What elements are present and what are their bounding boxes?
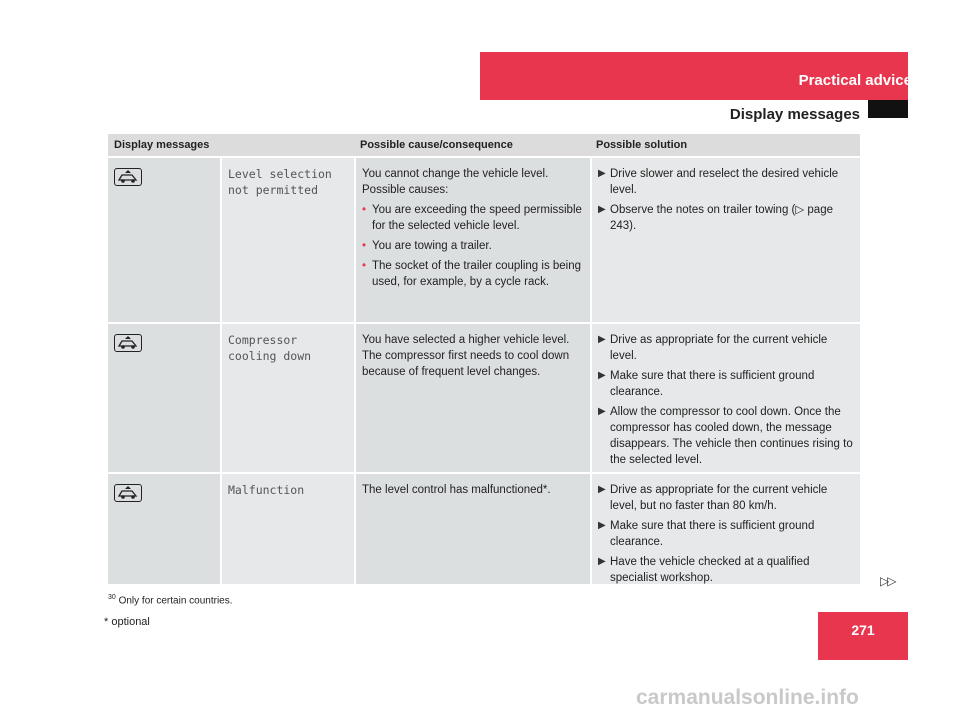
page-number: 271 <box>851 622 875 638</box>
step-arrow-icon: ▶ <box>598 406 606 417</box>
cause-cell <box>354 158 590 322</box>
table-row <box>108 322 860 472</box>
cause-intro: You have selected a higher vehicle level. The compressor first needs to cool down because of frequent level changes. <box>362 334 570 378</box>
column-header: Possible cause/consequence <box>360 139 513 151</box>
optional-note: * optional <box>104 616 150 628</box>
icon-cell <box>108 474 220 584</box>
cause-cell <box>354 474 590 584</box>
step-arrow-icon: ▶ <box>598 556 606 567</box>
page-title: Display messages <box>729 106 860 123</box>
list-item: ▶ Drive as appropriate for the current vehicle level, but no faster than 80 km/h. <box>598 484 828 512</box>
list-item: • The socket of the trailer coupling is being used, for example, by a cycle rack. <box>362 260 582 288</box>
list-item: ▶ Make sure that there is sufficient ground clearance. <box>598 520 815 548</box>
header-tab-marker <box>868 100 908 118</box>
list-item: ▶ Drive as appropriate for the current vehicle level. <box>598 334 828 362</box>
step-arrow-icon: ▶ <box>598 168 606 179</box>
solution-cell <box>590 324 860 472</box>
column-header: Possible solution <box>596 139 688 151</box>
footnote-number: 30 <box>108 594 116 601</box>
list-item: ▶ Make sure that there is sufficient ground clearance. <box>598 370 815 398</box>
list-item: ▶ Drive slower and reselect the desired vehicle level. <box>598 168 839 196</box>
icon-cell <box>108 158 220 322</box>
cause-intro: The level control has malfunctioned*. <box>362 484 551 496</box>
step-arrow-icon: ▶ <box>598 334 606 345</box>
table-row <box>108 472 860 584</box>
step-arrow-icon: ▶ <box>598 204 606 215</box>
solution-cell <box>590 158 860 322</box>
vehicle-level-icon <box>114 334 142 352</box>
footnote-text: Only for certain countries. <box>118 595 233 607</box>
solution-cell <box>590 474 860 584</box>
step-arrow-icon: ▶ <box>598 370 606 381</box>
step-arrow-icon: ▶ <box>598 520 606 531</box>
icon-cell <box>108 324 220 472</box>
list-item: • You are towing a trailer. <box>362 240 492 252</box>
step-arrow-icon: ▶ <box>598 484 606 495</box>
display-messages-table <box>108 134 860 584</box>
table-row <box>108 156 860 322</box>
list-item: ▶ Have the vehicle checked at a qualified specialist workshop. <box>598 556 810 584</box>
list-item: ▶ Observe the notes on trailer towing (▷ page 243). <box>598 204 833 232</box>
display-message: Compressor cooling down <box>220 324 354 472</box>
continue-arrow-icon: ▷▷ <box>880 574 895 588</box>
list-item: ▶ Allow the compressor to cool down. Once the compressor has cooled down, the message disappears. The vehicle then continues rising to the selected level. <box>598 406 853 466</box>
cause-intro: You cannot change the vehicle level. Possible causes: <box>362 168 549 196</box>
cause-cell <box>354 324 590 472</box>
vehicle-level-icon <box>114 484 142 502</box>
watermark: carmanualsonline.info <box>636 686 859 709</box>
section-title: Practical advice <box>798 72 912 89</box>
list-item: • You are exceeding the speed permissible for the selected vehicle level. <box>362 204 582 232</box>
table-header <box>108 134 860 156</box>
display-message: Level selection not permitted <box>220 158 354 322</box>
footnote <box>108 594 233 606</box>
vehicle-level-icon <box>114 168 142 186</box>
column-header: Display messages <box>114 139 210 151</box>
display-message: Malfunction <box>220 474 354 584</box>
